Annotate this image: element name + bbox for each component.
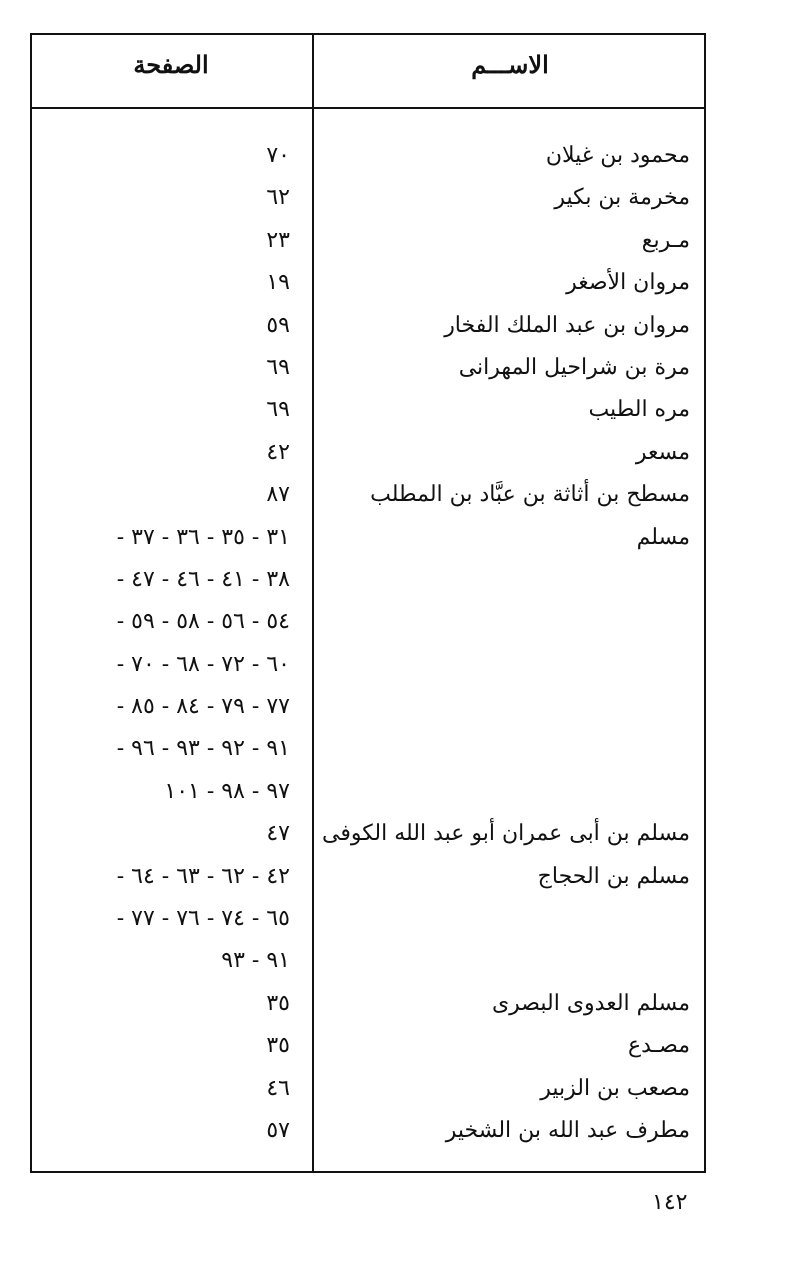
entry-pages: ٦٢ <box>266 185 290 211</box>
table-row <box>32 352 704 394</box>
table-row <box>32 733 704 775</box>
table-row <box>32 818 704 860</box>
entry-pages: ٥٩ <box>266 312 290 338</box>
entry-name: مخرمة بن بكير <box>554 185 690 211</box>
entry-pages: ٩٧ - ٩٨ - ١٠١ <box>164 778 290 804</box>
table-row <box>32 310 704 352</box>
table-row <box>32 394 704 436</box>
entry-pages: ٣٨ - ٤١ - ٤٦ - ٤٧ - <box>116 566 290 592</box>
entry-pages: ٧٧ - ٧٩ - ٨٤ - ٨٥ - <box>116 694 290 720</box>
entry-name: مطرف عبد الله بن الشخير <box>445 1117 690 1143</box>
table-row <box>32 225 704 267</box>
entry-name: مره الطيب <box>588 397 690 423</box>
entry-pages: ٤٧ <box>266 821 290 847</box>
table-row <box>32 945 704 987</box>
page-number: ١٤٢ <box>652 1190 688 1215</box>
name-column-header: الاســـم <box>471 50 549 79</box>
entry-pages: ٩١ - ٩٣ <box>221 948 290 974</box>
table-row <box>32 1115 704 1157</box>
entry-pages: ٣٥ <box>266 990 290 1016</box>
header-divider <box>30 107 706 109</box>
page-column-header: الصفحة <box>133 50 209 79</box>
entry-pages: ٣١ - ٣٥ - ٣٦ - ٣٧ - <box>116 524 290 550</box>
entry-pages: ٤٢ - ٦٢ - ٦٣ - ٦٤ - <box>116 863 290 889</box>
entry-pages: ٧٠ <box>266 143 290 168</box>
table-row <box>32 606 704 648</box>
entry-pages: ٦٩ <box>266 397 290 423</box>
table-row <box>32 182 704 224</box>
entry-name: محمود بن غيلان <box>545 143 690 168</box>
table-row <box>32 861 704 903</box>
entry-pages: ٤٦ <box>266 1075 290 1101</box>
entry-name: مسلم بن أبى عمران أبو عبد الله الكوفى <box>322 821 690 847</box>
table-row <box>32 479 704 521</box>
entry-pages: ٨٧ <box>266 482 290 508</box>
entry-name: مسلم بن الحجاج <box>537 863 690 889</box>
entry-pages: ٣٥ <box>266 1033 290 1059</box>
entry-pages: ٥٧ <box>266 1117 290 1143</box>
table-row <box>32 564 704 606</box>
entry-pages: ٤٢ <box>266 439 290 465</box>
entry-pages: ٦٥ - ٧٤ - ٧٦ - ٧٧ - <box>116 906 290 932</box>
entry-name: مسعر <box>635 439 690 465</box>
entry-pages: ٩١ - ٩٢ - ٩٣ - ٩٦ - <box>116 736 290 762</box>
index-rows <box>32 140 704 1157</box>
table-row <box>32 437 704 479</box>
entry-name: مروان بن عبد الملك الفخار <box>444 312 690 338</box>
table-row <box>32 267 704 309</box>
table-row <box>32 903 704 945</box>
entry-pages: ٢٣ <box>266 227 290 253</box>
entry-pages: ٦٠ - ٧٢ - ٦٨ - ٧٠ - <box>116 651 290 677</box>
entry-name: مصـدع <box>628 1033 690 1059</box>
entry-name: مسطح بن أثاثة بن عبَّاد بن المطلب <box>370 482 690 508</box>
table-row <box>32 140 704 182</box>
table-row <box>32 988 704 1030</box>
table-row <box>32 1030 704 1072</box>
table-row <box>32 691 704 733</box>
entry-pages: ٦٩ <box>266 354 290 380</box>
table-row <box>32 522 704 564</box>
entry-pages: ١٩ <box>266 270 290 296</box>
table-row <box>32 649 704 691</box>
entry-name: مروان الأصغر <box>566 270 690 296</box>
entry-pages: ٥٤ - ٥٦ - ٥٨ - ٥٩ - <box>116 609 290 635</box>
table-row <box>32 776 704 818</box>
entry-name: مـربع <box>641 227 690 253</box>
entry-name: مسلم <box>636 524 690 550</box>
entry-name: مسلم العدوى البصرى <box>491 990 690 1016</box>
entry-name: مصعب بن الزبير <box>540 1075 690 1101</box>
entry-name: مرة بن شراحيل المهرانى <box>458 354 690 380</box>
table-row <box>32 1073 704 1115</box>
